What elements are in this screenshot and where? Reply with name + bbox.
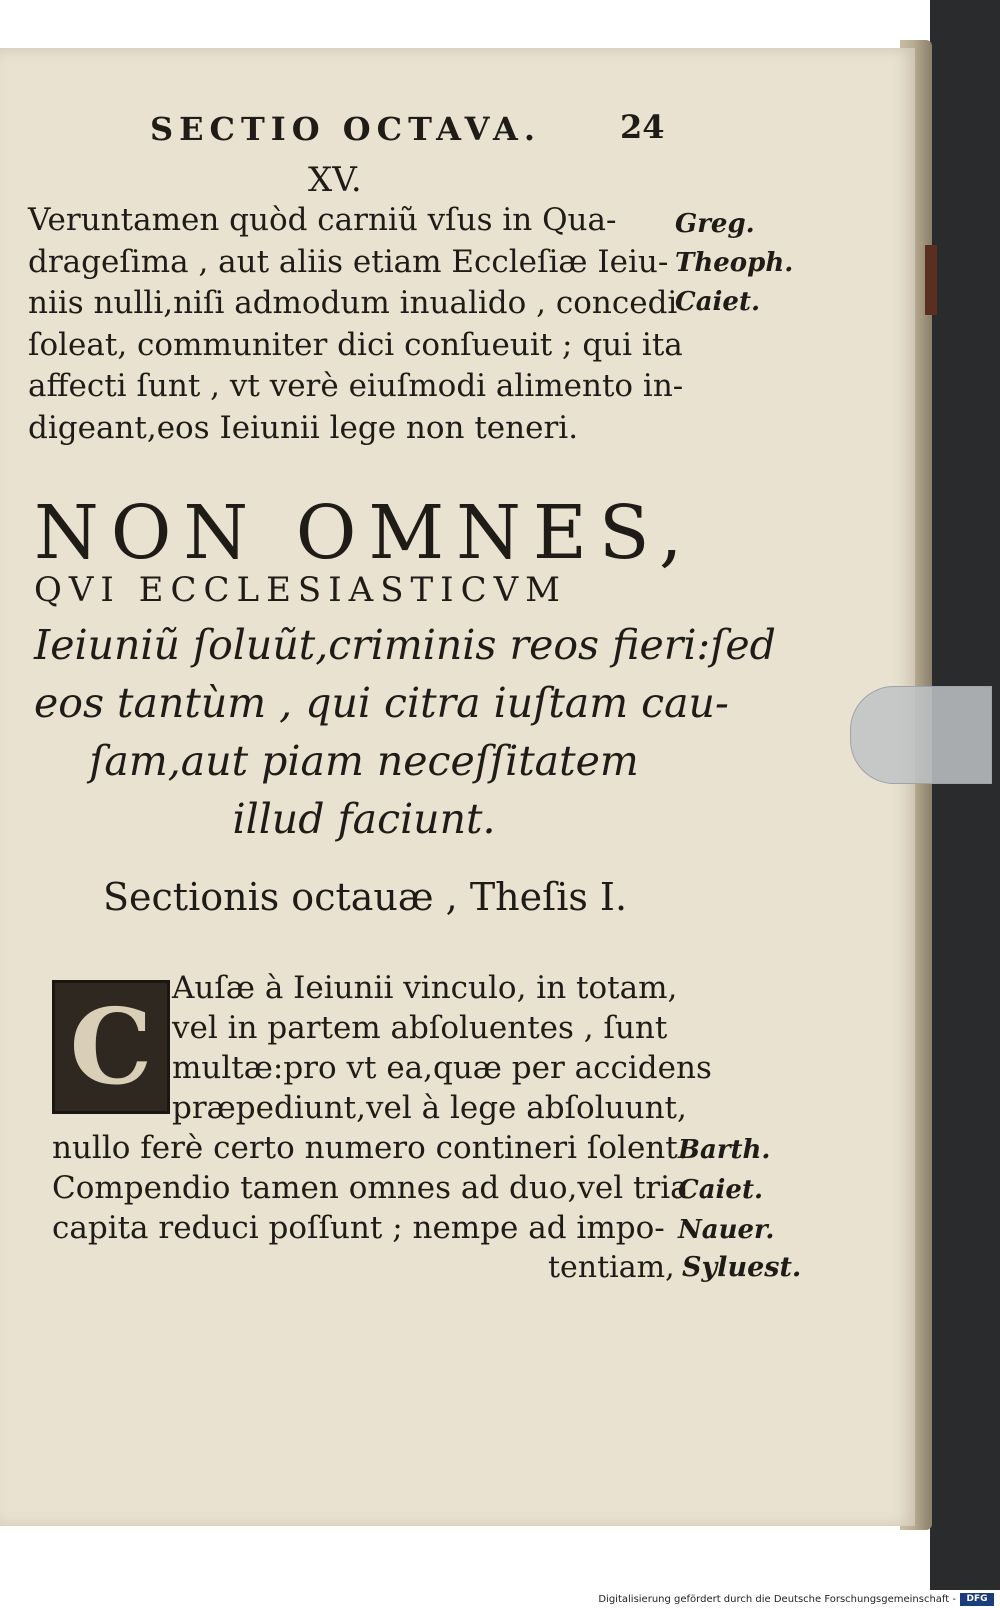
page-number: 24 — [620, 108, 665, 146]
running-head-title: SECTIO OCTAVA. — [150, 110, 541, 148]
margin-note: Caiet. — [678, 1175, 764, 1205]
heading-subtitle: QVI ECCLESIASTICVM — [34, 570, 567, 610]
bookmark-ribbon — [925, 245, 937, 315]
paragraph-line: affecti ſunt , vt verè eiuſmodi alimento in- — [28, 368, 684, 404]
thesis-line: capita reduci poſſunt ; nempe ad impo- — [52, 1210, 665, 1246]
scanner-background-strip — [930, 0, 1000, 1590]
heading-italic-line: illud faciunt. — [232, 795, 496, 843]
paragraph-line: drageſima , aut aliis etiam Eccleſiæ Ieiu- — [28, 243, 669, 280]
footer-credit: Digitalisierung gefördert durch die Deutsche Forschungsgemeinschaft - — [598, 1594, 956, 1605]
margin-note: Theoph. — [675, 248, 794, 278]
margin-note: Greg. — [675, 209, 755, 239]
heading-large: NON OMNES, — [34, 490, 695, 576]
margin-note: Nauer. — [678, 1215, 775, 1245]
decorated-initial — [52, 980, 170, 1114]
margin-notes-bottom — [678, 1130, 808, 1250]
margin-notes-top — [675, 205, 795, 322]
thesis-line: multæ:pro vt ea,quæ per accidens — [172, 1050, 712, 1086]
initial-letter: C — [69, 985, 153, 1108]
thesis-line: Auſæ à Ieiunii vinculo, in totam, — [172, 970, 678, 1006]
paragraph-line: niis nulli,niſi admodum inualido , concedi — [28, 285, 678, 321]
thesis-line: præpediunt,vel à lege abſoluunt, — [172, 1090, 687, 1126]
heading-italic-line: Ieiuniũ ſoluũt,criminis reos fieri:ſed — [34, 621, 776, 669]
margin-note: Caiet. — [675, 287, 761, 317]
catch-margin-note: Syluest. — [682, 1252, 802, 1283]
paragraph-line: ſoleat, communiter dici conſueuit ; qui ita — [28, 326, 683, 363]
margin-note: Barth. — [678, 1135, 771, 1165]
paragraph-line: digeant,eos Ieiunii lege non teneri. — [28, 409, 579, 446]
thesis-line: vel in partem abſoluentes , ſunt — [172, 1010, 668, 1046]
heading-italic-line: eos tantùm , qui citra iuſtam cau- — [34, 679, 729, 727]
section-number: XV. — [308, 160, 362, 200]
thesis-line: Compendio tamen omnes ad duo,vel tria — [52, 1170, 689, 1206]
paragraph-line: Veruntamen quòd carniũ vſus in Qua- — [28, 202, 617, 238]
thesis-line: nullo ferè certo numero contineri ſolent. — [52, 1130, 688, 1166]
heading-italic — [34, 616, 776, 848]
dfg-logo: DFG — [960, 1593, 994, 1606]
page-clip — [850, 686, 992, 784]
thesis-heading: Sectionis octauæ , Theſis I. — [103, 875, 628, 919]
paragraph-xv — [28, 200, 688, 449]
heading-italic-line: ſam,aut piam neceſſitatem — [89, 737, 639, 785]
catchword: tentiam, — [548, 1250, 675, 1285]
